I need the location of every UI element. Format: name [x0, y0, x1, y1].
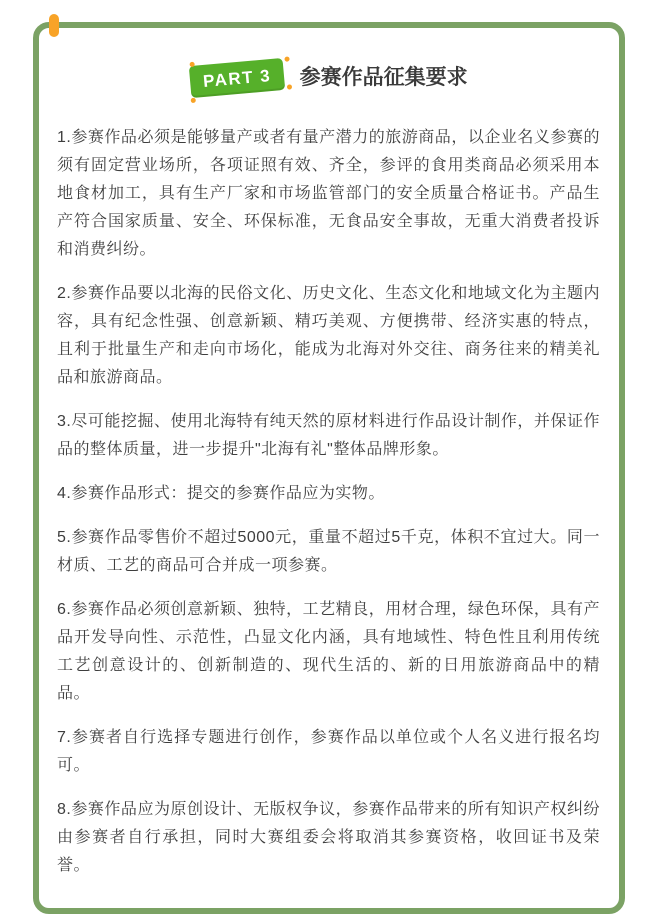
- part-badge-label: PART 3: [202, 66, 273, 91]
- requirement-paragraph-4: 4.参赛作品形式：提交的参赛作品应为实物。: [57, 485, 385, 502]
- requirement-paragraph-6: 6.参赛作品必须创意新颖、独特，工艺精良，用材合理，绿色环保，具有产品开发导向性、示范性，凸显文化内涵，具有地域性、特色性且利用传统工艺创意设计的、创新制造的、现代生活的、新的日用旅游商品中的精品。: [57, 601, 600, 702]
- requirement-paragraph-7: 7.参赛者自行选择专题进行创作，参赛作品以单位或个人名义进行报名均可。: [57, 729, 600, 774]
- badge-corner-dot-icon: [190, 62, 195, 67]
- badge-corner-dot-icon: [191, 98, 196, 103]
- requirement-paragraph-5: 5.参赛作品零售价不超过5000元，重量不超过5千克，体积不宜过大。同一材质、工艺的商品可合并成一项参赛。: [57, 529, 600, 574]
- section-header: [39, 62, 619, 94]
- part-badge: [189, 58, 286, 98]
- badge-corner-dot-icon: [285, 56, 290, 61]
- requirement-paragraph-1: 1.参赛作品必须是能够量产或者有量产潜力的旅游商品，以企业名义参赛的须有固定营业场所，各项证照有效、齐全，参评的食用类商品必须采用本地食材加工，具有生产厂家和市场监管部门的安全质量合格证书。产品生产符合国家质量、安全、环保标准，无食品安全事故，无重大消费者投诉和消费纠纷。: [57, 129, 600, 258]
- requirement-paragraph-8: 8.参赛作品应为原创设计、无版权争议，参赛作品带来的所有知识产权纠纷由参赛者自行承担，同时大赛组委会将取消其参赛资格，收回证书及荣誉。: [57, 801, 600, 874]
- orange-pin-icon: [49, 14, 59, 37]
- content-frame: [33, 22, 625, 914]
- section-title: 参赛作品征集要求: [299, 66, 468, 90]
- requirement-paragraph-2: 2.参赛作品要以北海的民俗文化、历史文化、生态文化和地域文化为主题内容，具有纪念性强、创意新颖、精巧美观、方便携带、经济实惠的特点，且利于批量生产和走向市场化，能成为北海对外交往、商务往来的精美礼品和旅游商品。: [57, 285, 600, 386]
- requirements-list: [39, 124, 619, 880]
- badge-corner-dot-icon: [287, 84, 292, 89]
- requirement-paragraph-3: 3.尽可能挖掘、使用北海特有纯天然的原材料进行作品设计制作，并保证作品的整体质量，进一步提升"北海有礼"整体品牌形象。: [57, 413, 600, 458]
